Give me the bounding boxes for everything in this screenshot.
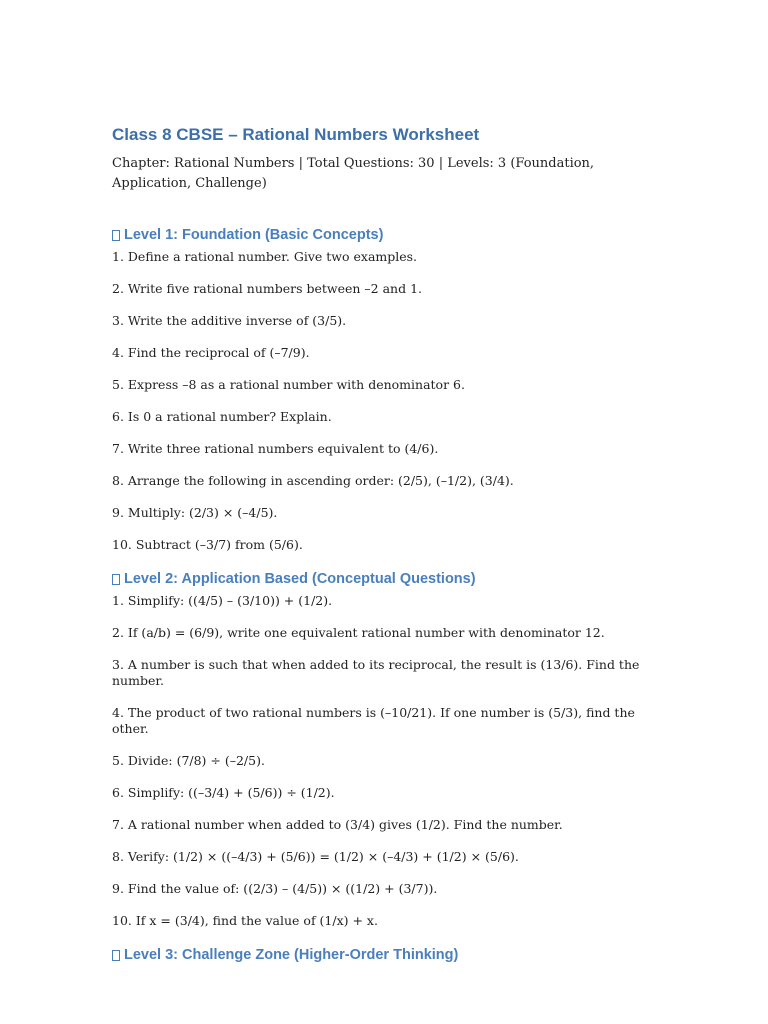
level-3-heading-text: Level 3: Challenge Zone (Higher-Order Thinking) (124, 947, 459, 963)
level-3-heading (112, 945, 672, 965)
question-1-9: 9. Multiply: (2/3) × (–4/5). (112, 505, 278, 520)
question-1-2: 2. Write five rational numbers between –2 and 1. (112, 281, 423, 296)
question-2-10: 10. If x = (3/4), find the value of (1/x) + x. (112, 913, 378, 928)
question-1-7: 7. Write three rational numbers equivalent to (4/6). (112, 441, 439, 456)
question-2-8: 8. Verify: (1/2) × ((–4/3) + (5/6)) = (1/2) × (–4/3) + (1/2) × (5/6). (112, 849, 519, 864)
missing-glyph-icon (112, 574, 120, 585)
question-1-8: 8. Arrange the following in ascending order: (2/5), (–1/2), (3/4). (112, 473, 514, 488)
worksheet-page (112, 124, 672, 969)
question-2-3: 3. A number is such that when added to its reciprocal, the result is (13/6). Find the number. (112, 657, 640, 688)
missing-glyph-icon (112, 230, 120, 241)
missing-glyph-icon (112, 950, 120, 961)
question-2-9: 9. Find the value of: ((2/3) – (4/5)) × ((1/2) + (3/7)). (112, 881, 438, 896)
level-3-section (112, 945, 672, 965)
question-1-5: 5. Express –8 as a rational number with denominator 6. (112, 377, 465, 392)
question-1-1: 1. Define a rational number. Give two examples. (112, 249, 418, 264)
worksheet-meta: Chapter: Rational Numbers | Total Questions: 30 | Levels: 3 (Foundation, Application, Challenge) (112, 156, 595, 191)
question-2-1: 1. Simplify: ((4/5) – (3/10)) + (1/2). (112, 593, 333, 608)
level-2-heading-text: Level 2: Application Based (Conceptual Questions) (124, 571, 476, 587)
question-1-10: 10. Subtract (–3/7) from (5/6). (112, 537, 303, 552)
question-2-5: 5. Divide: (7/8) ÷ (–2/5). (112, 753, 265, 768)
question-2-6: 6. Simplify: ((–3/4) + (5/6)) ÷ (1/2). (112, 785, 335, 800)
question-2-7: 7. A rational number when added to (3/4) gives (1/2). Find the number. (112, 817, 563, 832)
question-1-6: 6. Is 0 a rational number? Explain. (112, 409, 332, 424)
level-2-heading (112, 569, 672, 589)
question-2-4: 4. The product of two rational numbers is (–10/21). If one number is (5/3), find the other. (112, 705, 635, 736)
level-2-section (112, 569, 672, 929)
question-1-3: 3. Write the additive inverse of (3/5). (112, 313, 347, 328)
question-1-4: 4. Find the reciprocal of (–7/9). (112, 345, 310, 360)
level-1-heading-text: Level 1: Foundation (Basic Concepts) (124, 227, 384, 243)
level-1-section (112, 225, 672, 553)
level-1-heading (112, 225, 672, 245)
question-2-2: 2. If (a/b) = (6/9), write one equivalent rational number with denominator 12. (112, 625, 605, 640)
worksheet-title: Class 8 CBSE – Rational Numbers Worksheet (112, 125, 480, 144)
